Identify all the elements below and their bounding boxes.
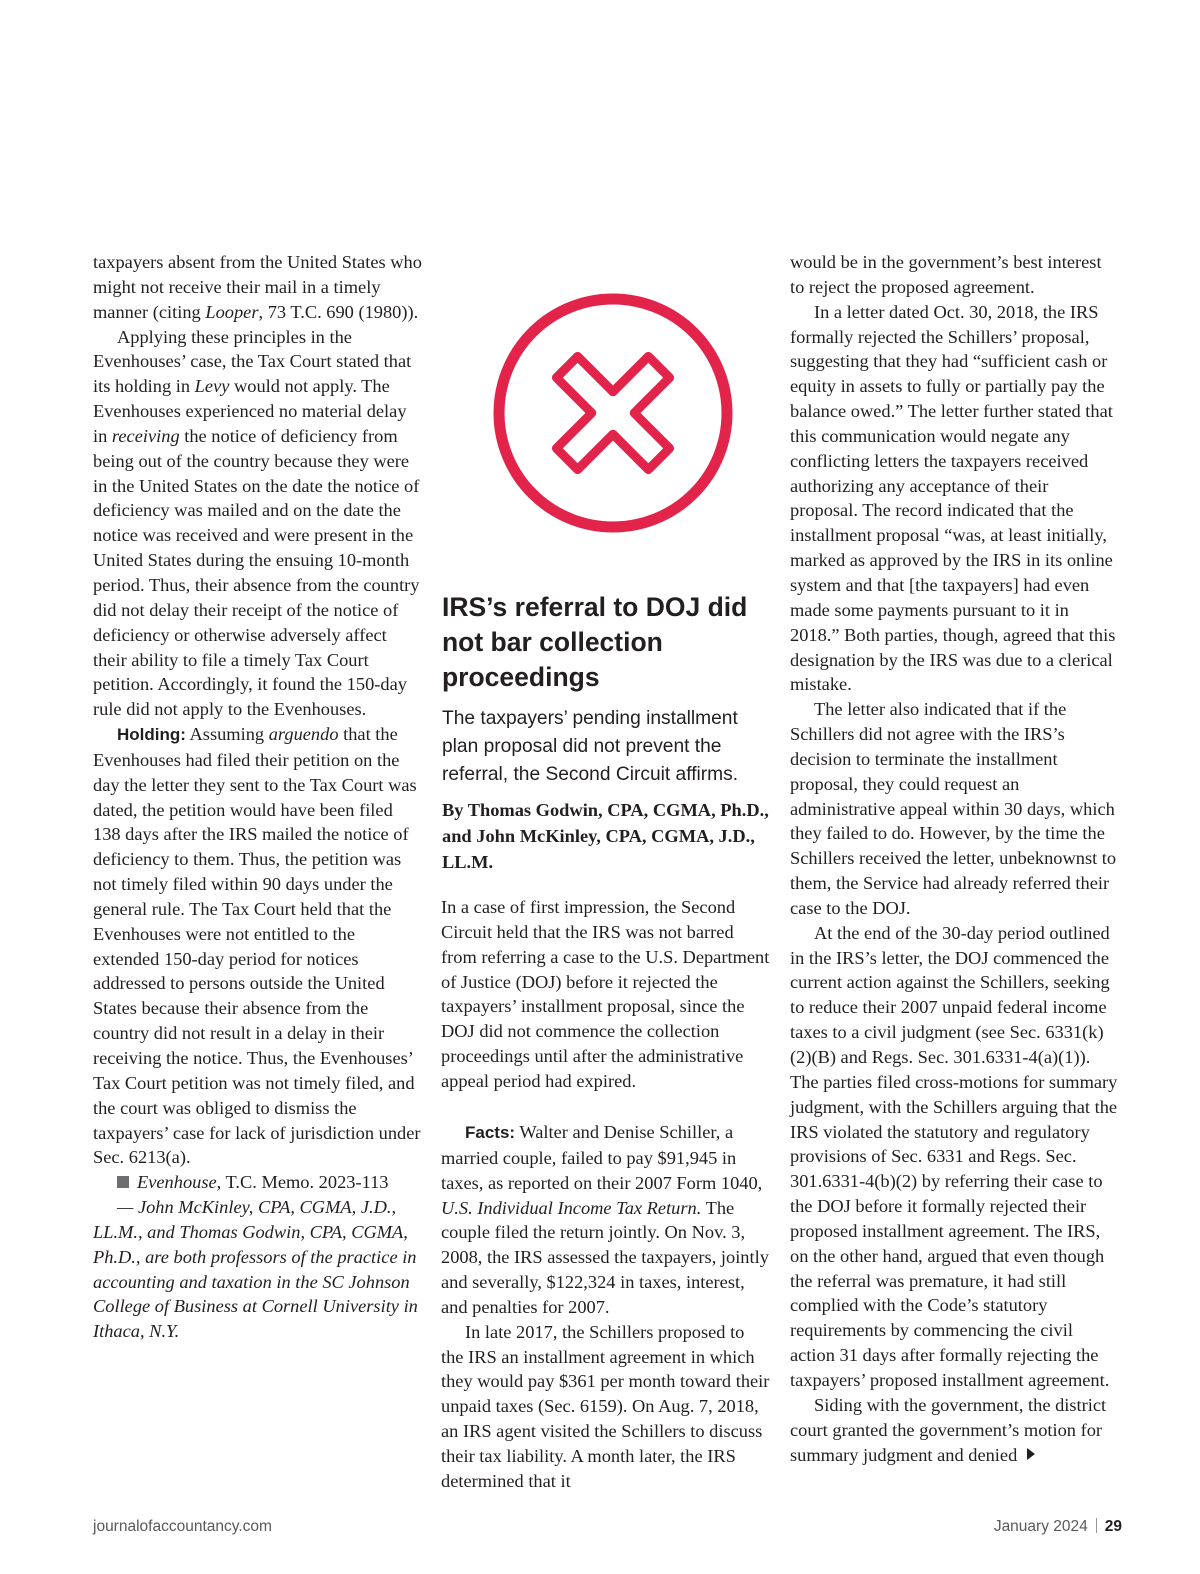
paragraph: would be in the government’s best interest to reject the proposed agreement. [790,252,1102,297]
citation: Evenhouse, T.C. Memo. 2023-113 [93,1170,423,1195]
x-circle-icon [490,290,736,536]
page-footer [93,1518,1122,1542]
footer-right [994,1518,1122,1536]
paragraph: Facts: Walter and Denise Schiller, a married couple, failed to pay $91,945 in taxes, as reported on their 2007 Form 1040, U.S. Individual Income Tax Return. The couple filed the return jointly. On Nov. 3, 2008, the IRS assessed the taxpayers, jointly and severally, $122,324 in taxes, interest, and penalties for 2007. [441,1122,769,1317]
continue-arrow-icon [1027,1448,1035,1460]
footer-date: January 2024 [993,1518,1088,1535]
paragraph: At the end of the 30-day period outlined in the IRS’s letter, the DOJ commenced the current action against the Schillers, seeking to reduce their 2007 unpaid federal income taxes to a civil judgment (see Sec. 6331(k)(2)(B) and Regs. Sec. 301.6331-4(a)(1)). The parties filed cross-motions for summary judgment, with the Schillers arguing that the IRS violated the statutory and regulatory provisions of Sec. 6331 and Regs. Sec. 301.6331-4(b)(2) by referring their case to the DOJ before it formally rejected their proposed installment agreement. The IRS, on the other hand, argued that even though the referral was premature, it had still complied with the Code’s statutory requirements by commencing the civil action 31 days after formally rejecting the taxpayers’ proposed installment agreement. [790,922,1118,1390]
author-note: — John McKinley, CPA, CGMA, J.D., LL.M., and Thomas Godwin, CPA, CGMA, Ph.D., are both professors of the practice in accounting and taxation in the SC Johnson College of Business at Cornell University in Ithaca, N.Y. [93,1197,418,1342]
paragraph: Applying these principles in the Evenhouses’ case, the Tax Court stated that its holding in Levy would not apply. The Evenhouses experienced no material delay in receiving the notice of deficiency from being out of the country because they were in the United States on the date the notice of deficiency was mailed and on the date the notice was received and were present in the United States during the ensuing 10-month period. Thus, their absence from the country did not delay their receipt of the notice of deficiency or otherwise adversely affect their ability to file a timely Tax Court petition. Accordingly, it found the 150-day rule did not apply to the Evenhouses. [93,326,420,720]
paragraph: In a letter dated Oct. 30, 2018, the IRS formally rejected the Schillers’ proposal, suggesting that they had “sufficient cash or equity in assets to fully or partially pay the balance owed.” The letter further stated that this communication would negate any conflicting letters the taxpayers received authorizing any acceptance of their proposal. The record indicated that the installment proposal “was, at least initially, marked as approved by the IRS in its online system and that [the taxpayers] had even made some payments pursuant to it in 2018.” Both parties, though, agreed that this designation by the IRS was due to a clerical mistake. [790,301,1116,695]
article-lead: In a case of first impression, the Second Circuit held that the IRS was not barred from referring a case to the U.S. Department of Justice (DOJ) before it rejected the taxpayers’ installment proposal, since the DOJ did not commence the collection proceedings until after the administrative appeal period had expired. [441,897,770,1091]
paragraph: In late 2017, the Schillers proposed to the IRS an installment agreement in which they would pay $361 per month toward their unpaid taxes (Sec. 6159). On Aug. 7, 2018, an IRS agent visited the Schillers to discuss their tax liability. A month later, the IRS determined that it [441,1321,770,1491]
page-number: 29 [1104,1518,1122,1535]
paragraph: Siding with the government, the district court granted the government’s motion for summary judgment and denied [790,1394,1107,1465]
paragraph: The letter also indicated that if the Schillers did not agree with the IRS’s decision to terminate the installment proposal, they could request an administrative appeal within 30 days, which they failed to do. However, by the time the Schillers received the letter, unbeknownst to them, the Service had already referred their case to the DOJ. [790,699,1117,918]
facts-label: Facts: [465,1123,516,1142]
holding-paragraph: Holding: Assuming arguendo that the Evenhouses had filed their petition on the day the letter they sent to the Tax Court was dated, the petition would have been filed 138 days after the IRS mailed the notice of deficiency to them. Thus, the petition was not timely filed within 90 days under the general rule. The Tax Court held that the Evenhouses were not entitled to the extended 150-day period for notices addressed to persons outside the United States because their absence from the country did not result in a delay in their receiving the notice. Thus, the Evenhouses’ Tax Court petition was not timely filed, and the court was obliged to dismiss the taxpayers’ case for lack of jurisdiction under Sec. 6213(a). [93,724,421,1168]
article-byline: By Thomas Godwin, CPA, CGMA, Ph.D., and John McKinley, CPA, CGMA, J.D., LL.M. [442,800,769,872]
facts-section [441,1120,771,1494]
end-square-icon [117,1176,129,1188]
article-headline: IRS’s referral to DOJ did not bar collection proceedings [442,592,748,692]
paragraph: taxpayers absent from the United States who might not receive their mail in a timely manner (citing Looper, 73 T.C. 690 (1980)). [93,252,422,322]
footer-divider [1096,1518,1097,1533]
footer-website: journalofaccountancy.com [93,1518,272,1535]
column-3 [790,250,1120,1467]
column-1 [93,250,423,1344]
article-deck: The taxpayers’ pending installment plan proposal did not prevent the referral, the Second Circuit affirms. [442,708,739,785]
holding-label: Holding: [117,725,186,745]
